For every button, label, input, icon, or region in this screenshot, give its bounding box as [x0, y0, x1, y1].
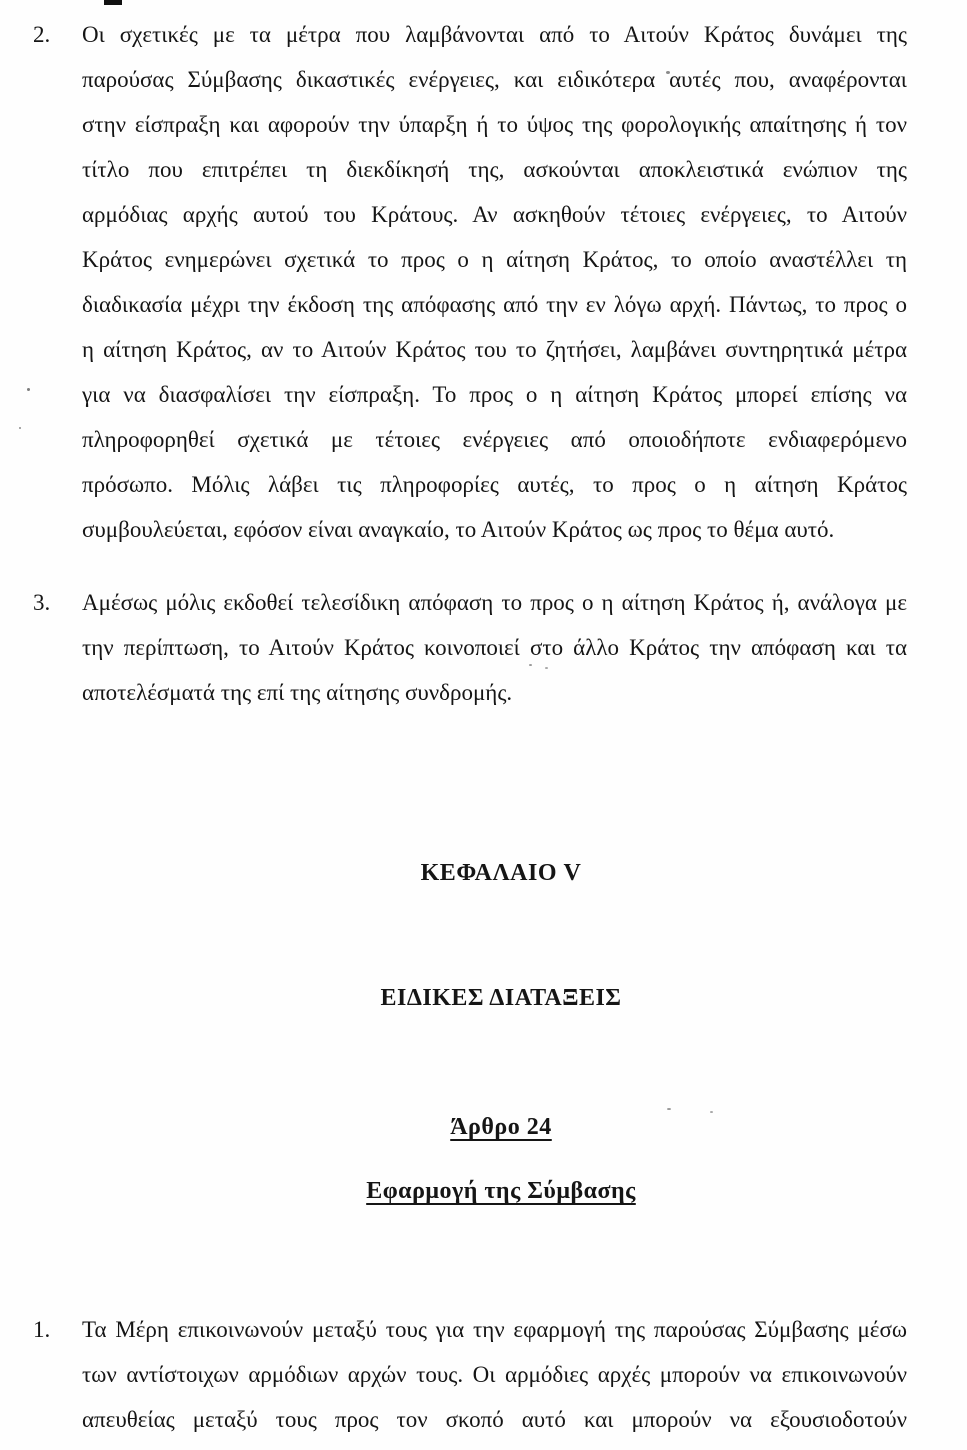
- text-line: συμβουλεύεται, εφόσον είναι αναγκαίο, το Αιτούν Κράτος ως προς το θέμα αυτό.: [82, 517, 835, 542]
- paragraph-text: [82, 1307, 907, 1442]
- article-number-heading: Άρθρο 24: [450, 1114, 552, 1140]
- text-line: τίτλο που επιτρέπει τη διεκδίκησή της, ασκούνται αποκλειστικά ενώπιον της: [82, 157, 907, 182]
- section-heading: ΕΙΔΙΚΕΣ ΔΙΑΤΑΞΕΙΣ: [380, 985, 622, 1011]
- text-line: στην είσπραξη και αφορούν την ύπαρξη ή το ύψος της φορολογικής απαίτησης ή τον: [82, 112, 907, 137]
- text-line: την περίπτωση, το Αιτούν Κράτος κοινοποιεί στο άλλο Κράτος την απόφαση και τα: [82, 635, 907, 660]
- text-line: η αίτηση Κράτος, αν το Αιτούν Κράτος του το ζητήσει, λαμβάνει συντηρητικά μέτρα: [82, 337, 907, 362]
- article-title-heading: Εφαρμογή της Σύμβασης: [366, 1178, 636, 1204]
- text-line: διαδικασία μέχρι την έκδοση της απόφασης από την εν λόγω αρχή. Πάντως, το προς ο: [82, 292, 907, 317]
- text-line: Τα Μέρη επικοινωνούν μεταξύ τους για την εφαρμογή της παρούσας Σύμβασης μέσω: [82, 1317, 907, 1342]
- text-line: απευθείας μεταξύ τους προς τον σκοπό αυτό και μπορούν να εξουσιοδοτούν: [82, 1407, 907, 1432]
- paragraph-number: 1.: [33, 1317, 51, 1342]
- paragraph-text: [82, 580, 907, 715]
- chapter-heading: ΚΕΦΑΛΑΙΟ V: [420, 860, 582, 886]
- text-line: Αμέσως μόλις εκδοθεί τελεσίδικη απόφαση το προς ο η αίτηση Κράτος ή, ανάλογα με: [82, 590, 907, 615]
- text-line: αρμόδιας αρχής αυτού του Κράτους. Αν ασκηθούν τέτοιες ενέργειες, το Αιτούν: [82, 202, 907, 227]
- text-line: Οι σχετικές με τα μέτρα που λαμβάνονται από το Αιτούν Κράτος δυνάμει της: [82, 22, 907, 47]
- paragraph-number: 3.: [33, 590, 51, 615]
- text-line: παρούσας Σύμβασης δικαστικές ενέργειες, και ειδικότερα αυτές που, αναφέρονται: [82, 67, 907, 92]
- text-line: πληροφορηθεί σχετικά με τέτοιες ενέργειες από οποιοδήποτε ενδιαφερόμενο: [82, 427, 907, 452]
- text-line: των αντίστοιχων αρμόδιων αρχών τους. Οι αρμόδιες αρχές μπορούν να επικοινωνούν: [82, 1362, 907, 1387]
- text-line: Κράτος ενημερώνει σχετικά το προς ο η αίτηση Κράτος, το οποίο αναστέλλει τη: [82, 247, 907, 272]
- text-line: πρόσωπο. Μόλις λάβει τις πληροφορίες αυτές, το προς ο η αίτηση Κράτος: [82, 472, 907, 497]
- text-line: για να διασφαλίσει την είσπραξη. Το προς ο η αίτηση Κράτος μπορεί επίσης να: [82, 382, 907, 407]
- scan-artifact: [104, 0, 122, 5]
- scan-artifact: [27, 388, 30, 391]
- paragraph-1: [33, 1307, 907, 1442]
- text-line: αποτελέσματά της επί της αίτησης συνδρομής.: [82, 680, 513, 705]
- paragraph-text: [82, 12, 907, 552]
- scan-artifact: [667, 1108, 671, 1110]
- scan-artifact: [19, 427, 21, 429]
- paragraph-3: [33, 580, 907, 715]
- paragraph-2: [33, 12, 907, 552]
- paragraph-number: 2.: [33, 22, 51, 47]
